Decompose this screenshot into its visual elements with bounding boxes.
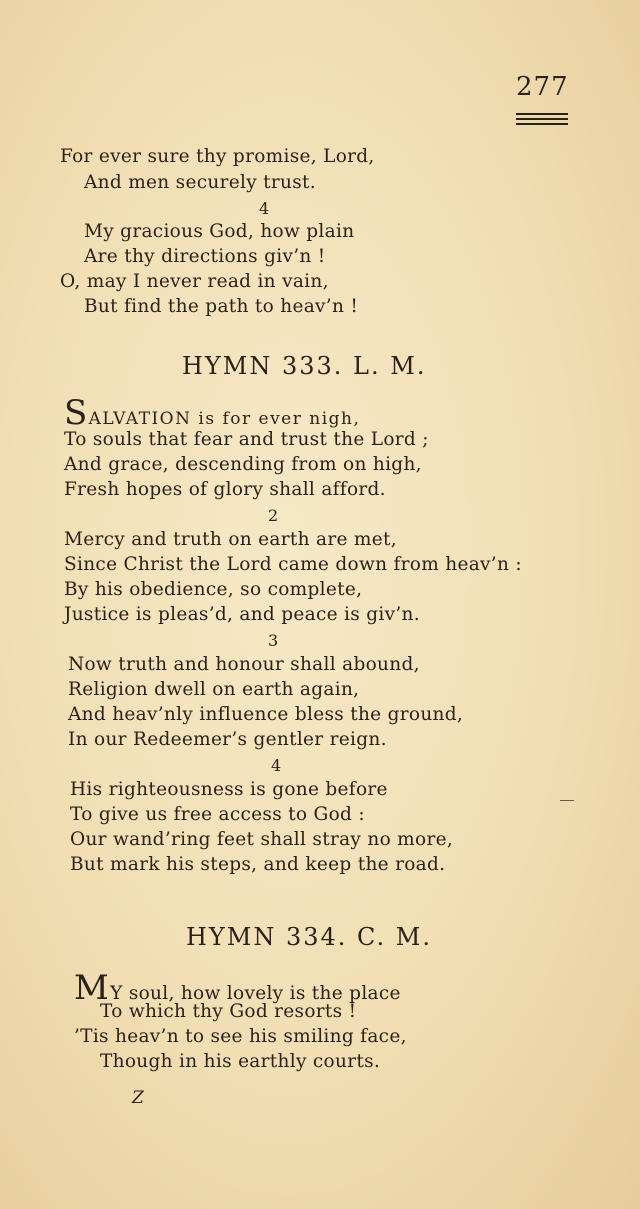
- verse-line: Mercy and truth on earth are met,: [64, 529, 397, 550]
- header-rule-1: [516, 113, 568, 115]
- verse-first-line: [64, 393, 361, 433]
- verse-line: By his obedience, so complete,: [64, 579, 363, 600]
- verse-line: O, may I never read in vain,: [60, 271, 329, 292]
- verse-line: Since Christ the Lord came down from heav’n :: [64, 554, 522, 575]
- first-line-text: ALVATION is for ever nigh,: [88, 409, 361, 429]
- header-rule-3: [516, 123, 568, 125]
- verse-line: ’Tis heav’n to see his smiling face,: [74, 1026, 407, 1047]
- verse-number: 4: [271, 756, 282, 775]
- verse-number: 2: [268, 506, 279, 525]
- verse-line: Fresh hopes of glory shall afford.: [64, 479, 386, 500]
- verse-line: For ever sure thy promise, Lord,: [60, 146, 375, 167]
- hymn-334-heading: HYMN 334. C. M.: [186, 923, 433, 951]
- page-number: 277: [516, 72, 569, 102]
- verse-line: And grace, descending from on high,: [64, 454, 422, 475]
- verse-line: And men securely trust.: [84, 172, 316, 193]
- verse-line: To which thy God resorts !: [100, 1001, 357, 1022]
- first-line-text: Y soul, how lovely is the place: [110, 983, 401, 1004]
- verse-line: Justice is pleas’d, and peace is giv’n.: [64, 604, 420, 625]
- verse-number: 4: [259, 199, 270, 218]
- verse-first-line: [74, 968, 401, 1008]
- header-rule-2: [516, 118, 568, 120]
- verse-line: But find the path to heav’n !: [84, 296, 359, 317]
- verse-number: 3: [268, 631, 279, 650]
- hymn-333-heading: HYMN 333. L. M.: [182, 352, 427, 380]
- drop-cap: S: [64, 393, 88, 433]
- verse-line: To souls that fear and trust the Lord ;: [64, 429, 429, 450]
- verse-line: And heav’nly influence bless the ground,: [68, 704, 464, 725]
- print-mark: [560, 800, 574, 801]
- verse-line: But mark his steps, and keep the road.: [70, 854, 446, 875]
- verse-line: Now truth and honour shall abound,: [68, 654, 420, 675]
- verse-line: To give us free access to God :: [70, 804, 365, 825]
- verse-line: Are thy directions giv’n !: [84, 246, 326, 267]
- verse-line: Though in his earthly courts.: [100, 1051, 381, 1072]
- verse-line: In our Redeemer’s gentler reign.: [68, 729, 387, 750]
- verse-line: Religion dwell on earth again,: [68, 679, 360, 700]
- verse-line: Our wand’ring feet shall stray no more,: [70, 829, 454, 850]
- signature-mark: Z: [132, 1088, 144, 1108]
- verse-line: His righteousness is gone before: [70, 779, 388, 800]
- verse-line: My gracious God, how plain: [84, 221, 355, 242]
- drop-cap: M: [74, 968, 110, 1008]
